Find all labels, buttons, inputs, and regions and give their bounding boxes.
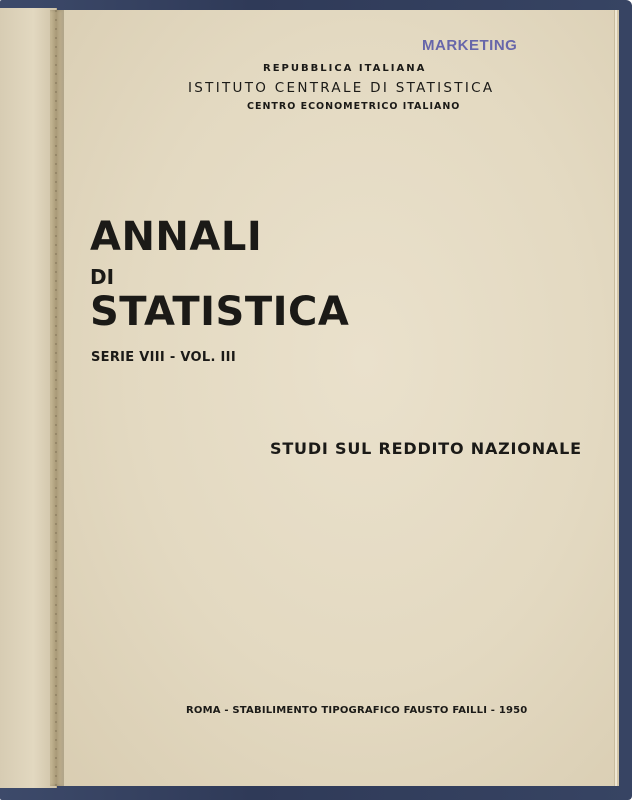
title-statistica: STATISTICA: [90, 289, 350, 335]
series-volume: SERIE VIII - VOL. III: [91, 350, 236, 365]
institute-heading: ISTITUTO CENTRALE DI STATISTICA: [188, 80, 495, 96]
left-flyleaf: [0, 8, 57, 788]
republic-heading: REPUBBLICA ITALIANA: [263, 63, 427, 74]
centre-heading: CENTRO ECONOMETRICO ITALIANO: [247, 101, 461, 112]
volume-subtitle: STUDI SUL REDDITO NAZIONALE: [270, 439, 582, 458]
book-gutter: [50, 10, 64, 786]
title-di: DI: [90, 265, 115, 289]
title-page: [60, 10, 615, 786]
marketing-stamp: MARKETING: [422, 37, 518, 54]
publisher-imprint: ROMA - STABILIMENTO TIPOGRAFICO FAUSTO FAILLI - 1950: [186, 705, 528, 716]
title-annali: ANNALI: [90, 214, 263, 260]
